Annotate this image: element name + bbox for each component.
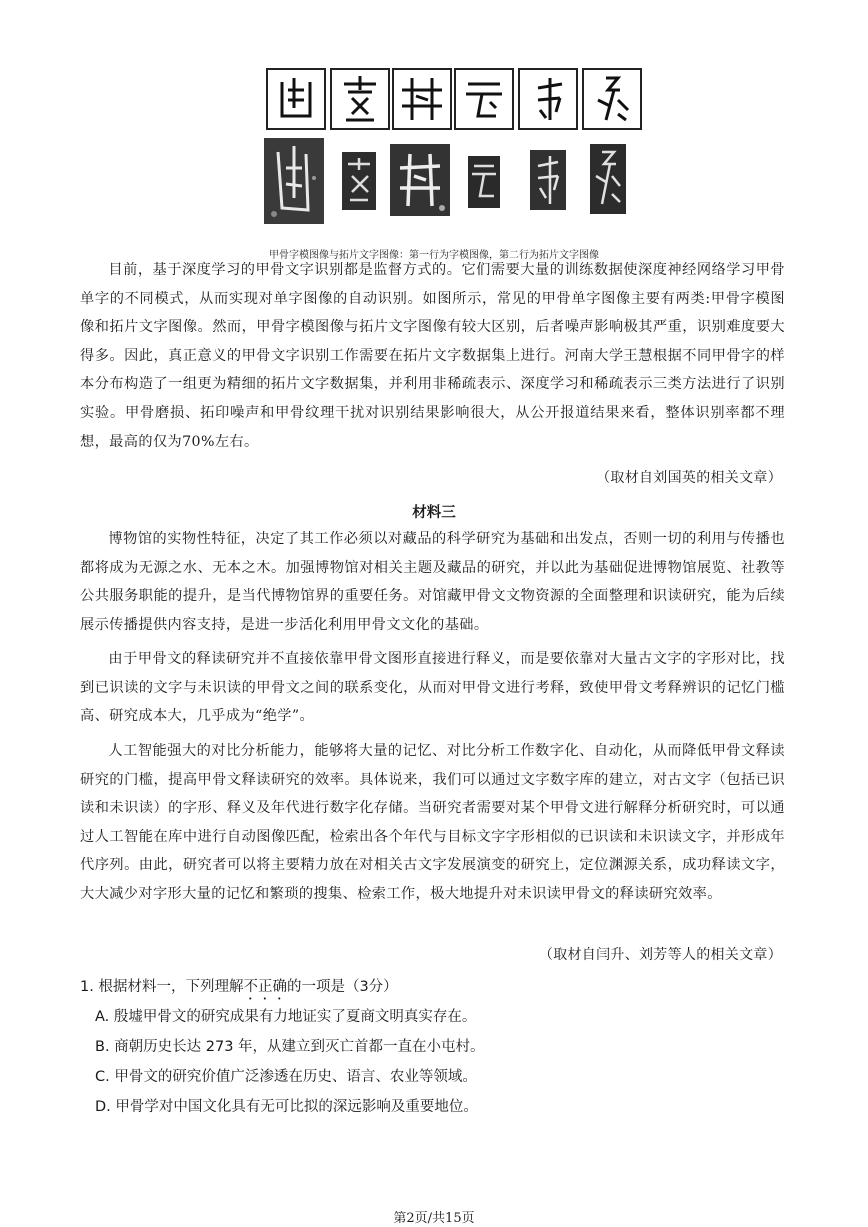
question-prefix: 1. 根据材料一，下列理解 bbox=[80, 979, 244, 995]
option-d[interactable]: D. 甲骨学对中国文化具有无可比拟的深远影响及重要地位。 bbox=[95, 1099, 478, 1115]
glyph-template-2 bbox=[330, 68, 390, 130]
source-citation: （取材自刘国英的相关文章） bbox=[596, 470, 782, 486]
question-stem bbox=[80, 975, 398, 1003]
rubbing-image-6 bbox=[590, 144, 626, 214]
section-title: 材料三 bbox=[412, 505, 456, 521]
question-emphasis: 不正确 bbox=[243, 979, 287, 995]
paragraph: 目前，基于深度学习的甲骨文字识别都是监督方式的。它们需要大量的训练数据使深度神经网络学习甲骨单字的不同模式，从而实现对单字图像的自动识别。如图所示，常见的甲骨单字图像主要有两类:甲骨字模图像和拓片文字图像。然而，甲骨字模图像与拓片文字图像有较大区别，后者噪声影响极其严重，识别难度要大得多。因此，真正意义的甲骨文字识别工作需要在拓片文字数据集上进行。河南大学王慧根据不同甲骨字的样本分布构造了一组更为精细的拓片文字数据集，并利用非稀疏表示、深度学习和稀疏表示三类方法进行了识别实验。甲骨磨损、拓印噪声和甲骨纹理干扰对识别结果影响很大，从公开报道结果来看，整体识别率都不理想，最高的仅为70%左右。 bbox=[80, 262, 785, 450]
source-citation: （取材自闫升、刘芳等人的相关文章） bbox=[538, 947, 782, 963]
option-c[interactable]: C. 甲骨文的研究价值广泛渗透在历史、语言、农业等领域。 bbox=[95, 1069, 477, 1085]
rubbing-image-4 bbox=[468, 156, 500, 208]
option-a[interactable]: A. 殷墟甲骨文的研究成果有力地证实了夏商文明真实存在。 bbox=[95, 1009, 477, 1025]
rubbing-image-1 bbox=[264, 138, 324, 224]
paragraph: 博物馆的实物性特征，决定了其工作必须以对藏品的科学研究为基础和出发点，否则一切的利用与传播也都将成为无源之水、无本之木。加强博物馆对相关主题及藏品的研究，并以此为基础促进博物馆展览、社教等公共服务职能的提升，是当代博物馆界的重要任务。对馆藏甲骨文文物资源的全面整理和识读研究，能为后续展示传播提供内容支持，是进一步活化利用甲骨文文化的基础。 bbox=[80, 531, 785, 633]
rubbing-image-5 bbox=[530, 150, 566, 210]
glyph-template-6 bbox=[582, 68, 642, 130]
rubbing-image-3 bbox=[390, 144, 450, 216]
paragraph: 人工智能强大的对比分析能力，能够将大量的记忆、对比分析工作数字化、自动化，从而降低甲骨文释读研究的门槛，提高甲骨文释读研究的效率。具体说来，我们可以通过文字数字库的建立，对古文字（包括已识读和未识读）的字形、释义及年代进行数字化存储。当研究者需要对某个甲骨文进行解释分析研究时，可以通过人工智能在库中进行自动图像匹配，检索出各个年代与目标文字字形相似的已识读和未识读文字，并形成年代序列。由此，研究者可以将主要精力放在对相关古文字发展演变的研究上，定位渊源关系，成功释读文字，大大减少对字形大量的记忆和繁琐的搜集、检索工作，极大地提升对未识读甲骨文的释读研究效率。 bbox=[80, 743, 785, 902]
glyph-template-3 bbox=[392, 68, 452, 130]
page-number: 第2页/共15页 bbox=[393, 1211, 475, 1226]
paragraph: 由于甲骨文的释读研究并不直接依靠甲骨文图形直接进行释义，而是要依靠对大量古文字的字形对比，找到已识读的文字与未识读的甲骨文之间的联系变化，从而对甲骨文进行考释，致使甲骨文考释辨识的记忆门槛高、研究成本大，几乎成为“绝学”。 bbox=[80, 651, 785, 725]
question-suffix: 的一项是（3分） bbox=[286, 979, 398, 995]
glyph-template-1 bbox=[266, 68, 326, 130]
figure-caption: 甲骨字模图像与拓片文字图像：第一行为字模图像，第二行为拓片文字图像 bbox=[269, 250, 599, 261]
rubbing-image-2 bbox=[342, 152, 376, 210]
glyph-template-4 bbox=[454, 68, 514, 130]
option-b[interactable]: B. 商朝历史长达 273 年，从建立到灭亡首都一直在小屯村。 bbox=[95, 1039, 485, 1055]
glyph-template-5 bbox=[518, 68, 578, 130]
